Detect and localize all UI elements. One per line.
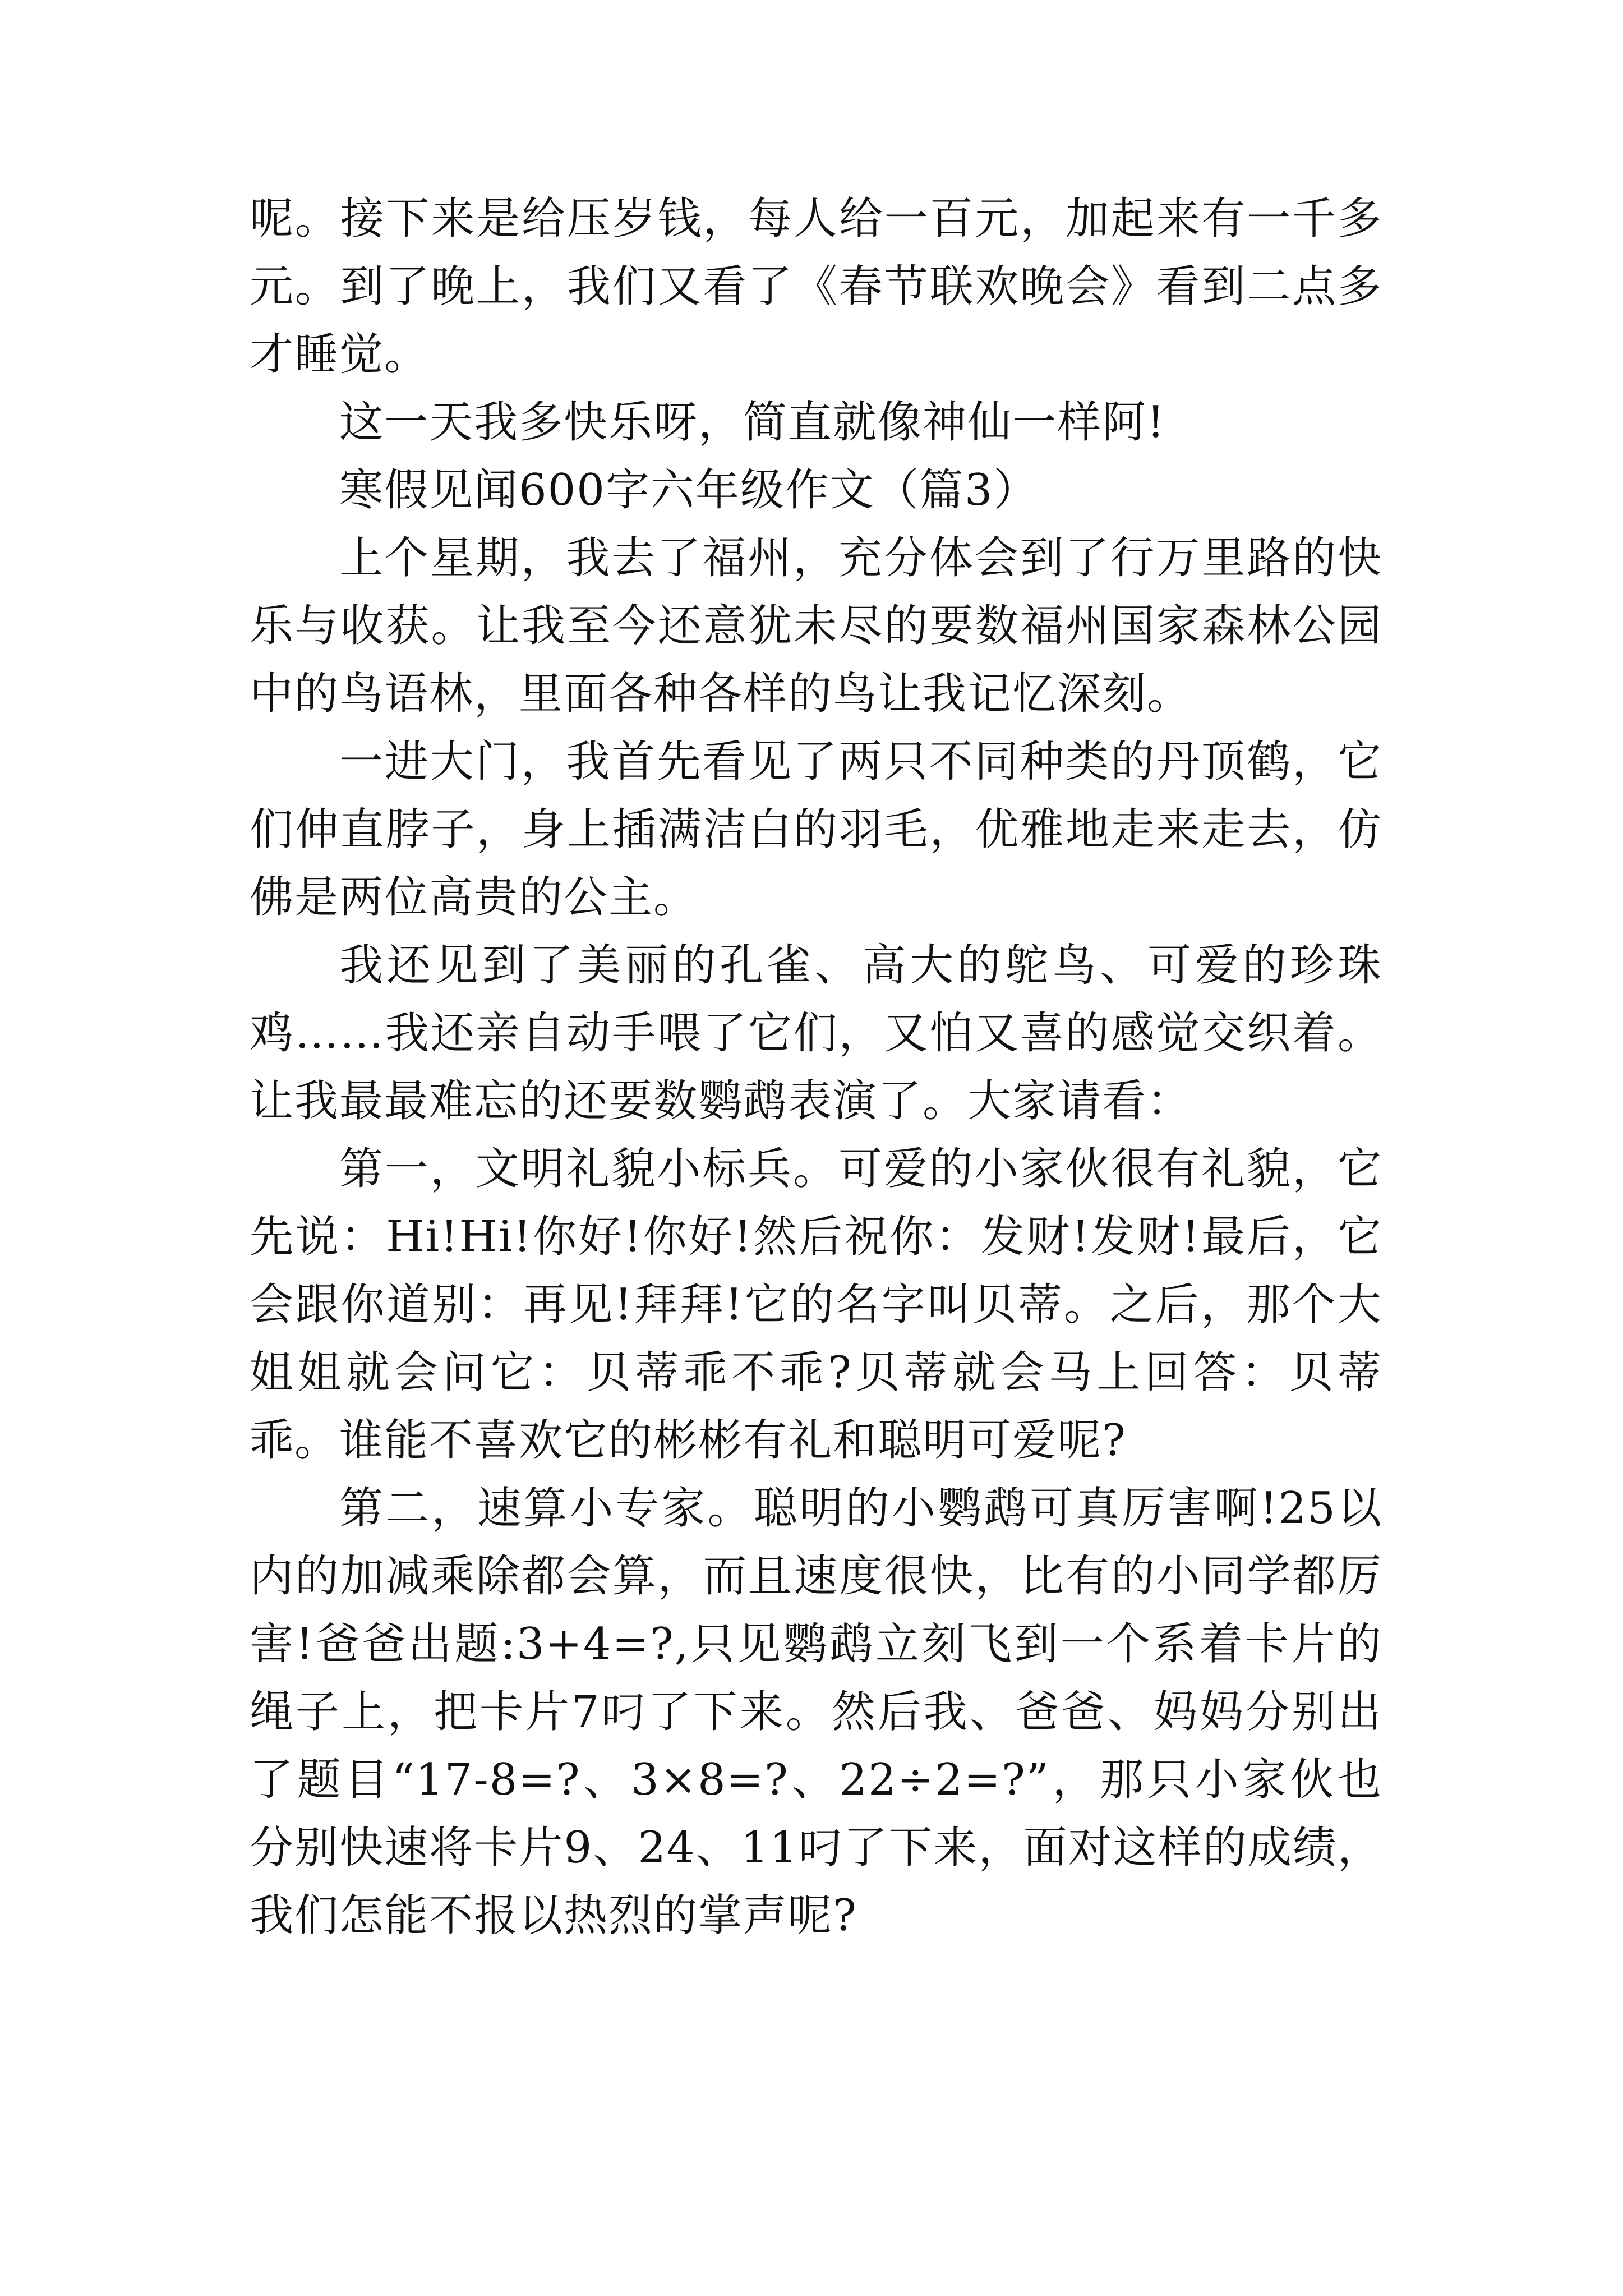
essay-title: 寒假见闻600字六年级作文（篇3） [339,465,1039,516]
paragraph-cranes: 一进大门，我首先看见了两只不同种类的丹顶鹤，它们伸直脖子，身上插满洁白的羽毛，优雅地走来走去，仿佛是两位高贵的公主。 [250,737,1382,923]
paragraph-intro: 上个星期，我去了福州，充分体会到了行万里路的快乐与收获。让我至今还意犹未尽的要数福州国家森林公园中的鸟语林，里面各种各样的鸟让我记忆深刻。 [250,533,1382,719]
paragraph-birds: 我还见到了美丽的孔雀、高大的鸵鸟、可爱的珍珠鸡……我还亲自动手喂了它们，又怕又喜的感觉交织着。让我最最难忘的还要数鹦鹉表演了。大家请看： [250,940,1382,1126]
paragraph-math-parrot: 第二，速算小专家。聪明的小鹦鹉可真厉害啊!25以内的加减乘除都会算，而且速度很快，比有的小同学都厉害!爸爸出题:3+4=?,只见鹦鹉立刻飞到一个系着卡片的绳子上，把卡片7叼了下来。然后我、爸爸、妈妈分别出了题目“17-8=?、3×8=?、22÷2=?”，那只小家伙也分别快速将卡片9、24、11叼了下来，面对这样的成绩，我们怎能不报以热烈的掌声呢? [250,1483,1382,1941]
paragraph-conclusion: 这一天我多快乐呀，简直就像神仙一样阿! [339,397,1166,448]
paragraph-polite-parrot: 第一，文明礼貌小标兵。可爱的小家伙很有礼貌，它先说：Hi!Hi!你好!你好!然后祝你：发财!发财!最后，它会跟你道别：再见!拜拜!它的名字叫贝蒂。之后，那个大姐姐就会问它：贝蒂乖不乖?贝蒂就会马上回答：贝蒂乖。谁能不喜欢它的彬彬有礼和聪明可爱呢? [250,1144,1382,1466]
document-body [250,185,1382,1950]
paragraph-continuation: 呢。接下来是给压岁钱，每人给一百元，加起来有一千多元。到了晚上，我们又看了《春节联欢晚会》看到二点多才睡觉。 [250,194,1382,380]
